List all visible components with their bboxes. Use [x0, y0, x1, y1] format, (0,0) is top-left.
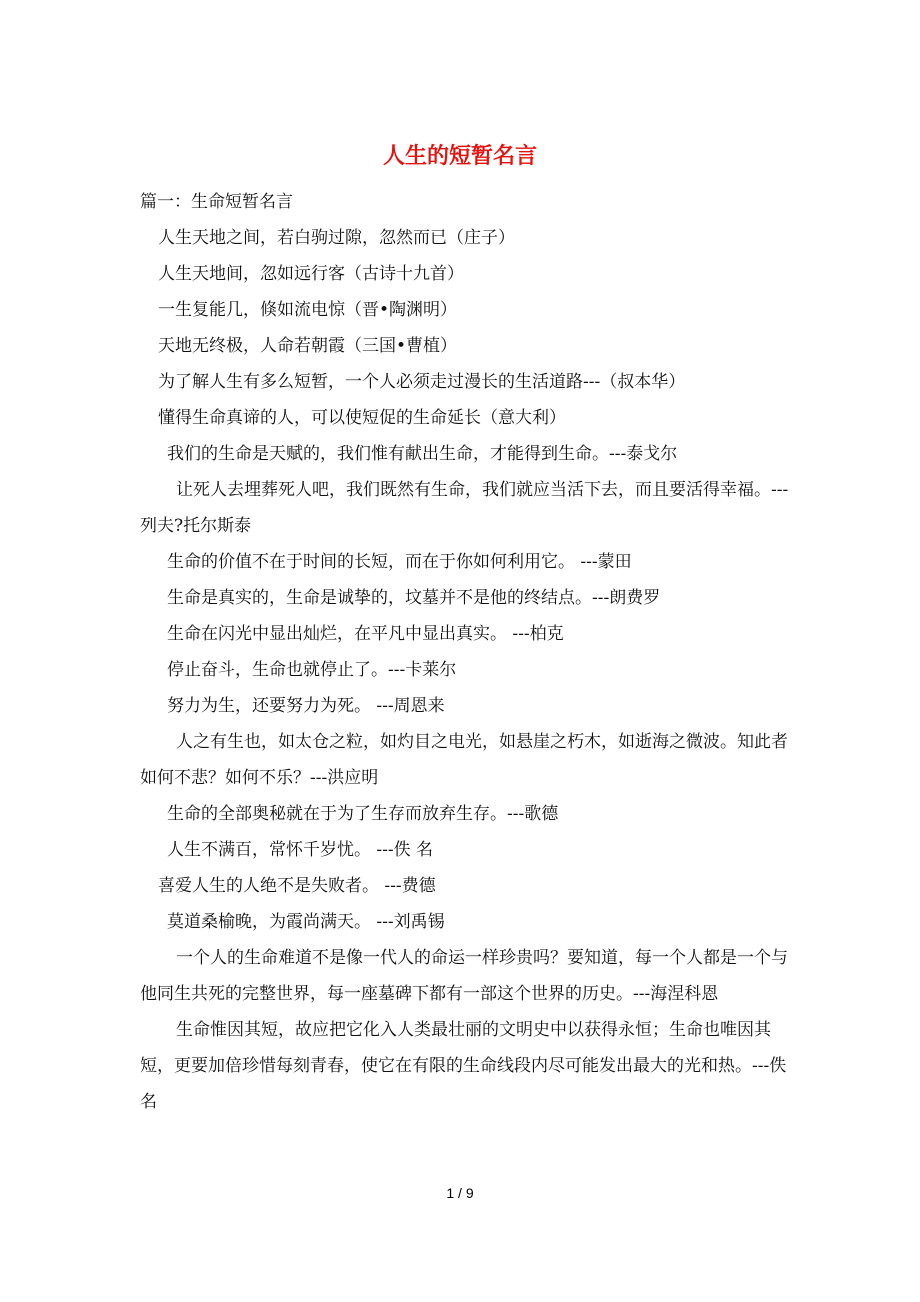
document-body [140, 184, 800, 1120]
quote-paragraph: 我们的生命是天赋的，我们惟有献出生命，才能得到生命。---泰戈尔 [167, 444, 678, 464]
quote-paragraph: 生命在闪光中显出灿烂，在平凡中显出真实。 ---柏克 [167, 624, 564, 644]
page-title: 人生的短暂名言 [382, 143, 537, 169]
page-number: 1 / 9 [446, 1185, 474, 1201]
quote-paragraph: 人生天地之间，若白驹过隙，忽然而已（庄子） [158, 228, 515, 248]
quote-paragraph: 人生天地间，忽如远行客（古诗十九首） [158, 264, 464, 284]
quote-paragraph: 喜爱人生的人绝不是失败者。 ---费德 [158, 876, 436, 896]
quote-paragraph: 停止奋斗，生命也就停止了。---卡莱尔 [167, 660, 457, 680]
quote-paragraph: 天地无终极，人命若朝霞（三国•曹植） [158, 336, 458, 356]
quote-paragraph: 一生复能几，倏如流电惊（晋•陶渊明） [158, 300, 458, 320]
quote-paragraph: 生命惟因其短，故应把它化入人类最壮丽的文明史中以获得永恒；生命也唯因其短，更要加倍珍惜每刻青春，使它在有限的生命线段内尽可能发出最大的光和热。---佚名 [140, 1020, 787, 1112]
quote-paragraph: 生命的价值不在于时间的长短，而在于你如何利用它。 ---蒙田 [167, 552, 632, 572]
quote-paragraph: 人之有生也，如太仓之粒，如灼目之电光，如悬崖之朽木，如逝海之微波。知此者如何不悲？如何不乐？---洪应明 [140, 732, 788, 788]
quote-paragraph: 人生不满百，常怀千岁忧。 ---佚 名 [167, 840, 434, 860]
quote-paragraph: 让死人去埋葬死人吧，我们既然有生命，我们就应当活下去，而且要活得幸福。---列夫?托尔斯泰 [140, 480, 789, 536]
quote-paragraph: 莫道桑榆晚，为霞尚满天。 ---刘禹锡 [167, 912, 445, 932]
quote-paragraph: 懂得生命真谛的人，可以使短促的生命延长（意大利） [158, 408, 566, 428]
quote-paragraph: 一个人的生命难道不是像一代人的命运一样珍贵吗？要知道，每一个人都是一个与他同生共死的完整世界，每一座墓碑下都有一部这个世界的历史。---海涅科恩 [140, 948, 788, 1004]
quote-paragraph: 努力为生，还要努力为死。 ---周恩来 [167, 696, 445, 716]
quote-paragraph: 生命的全部奥秘就在于为了生存而放弃生存。---歌德 [167, 804, 559, 824]
quote-paragraph: 生命是真实的，生命是诚挚的，坟墓并不是他的终结点。---朗费罗 [167, 588, 661, 608]
quote-paragraph: 为了解人生有多么短暂，一个人必须走过漫长的生活道路---（叔本华） [158, 372, 686, 392]
section-heading: 篇一：生命短暂名言 [140, 192, 293, 212]
